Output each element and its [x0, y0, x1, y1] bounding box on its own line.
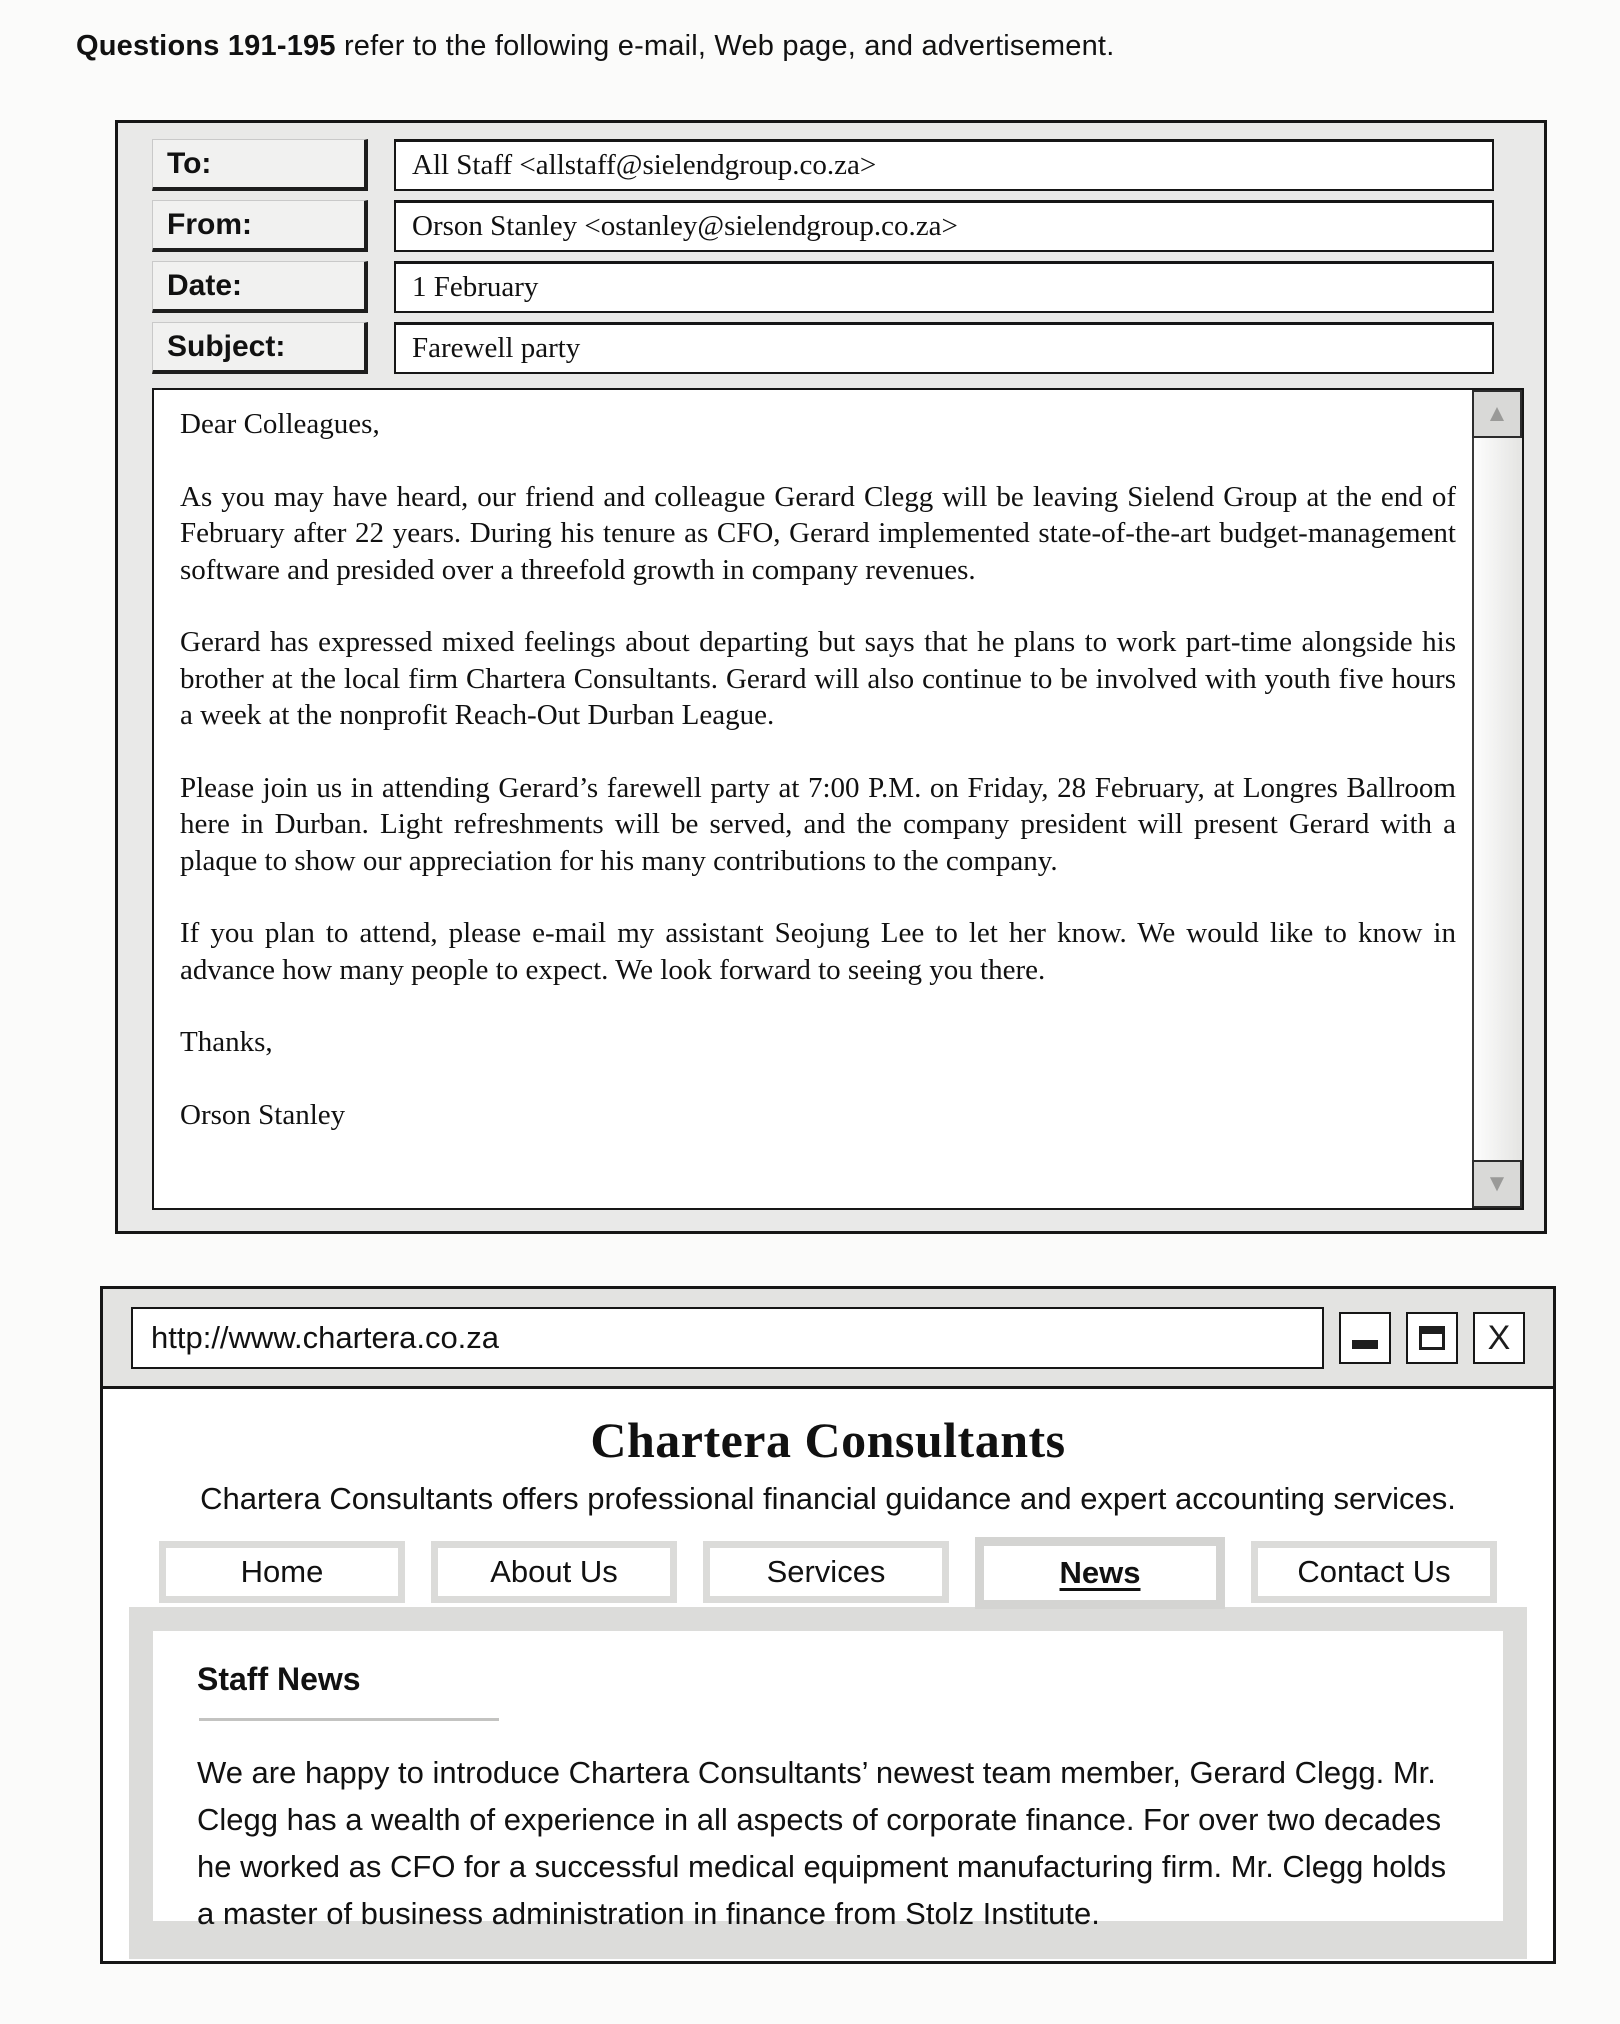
email-field-to	[152, 139, 1544, 191]
question-range: Questions 191-195	[76, 30, 336, 62]
scroll-down-button[interactable]	[1472, 1160, 1522, 1208]
to-input[interactable]: All Staff <allstaff@sielendgroup.co.za>	[394, 139, 1494, 191]
tab-about-us-label: About Us	[490, 1554, 618, 1589]
tab-news-label: News	[1059, 1555, 1141, 1590]
subject-input[interactable]: Farewell party	[394, 322, 1494, 374]
site-title: Chartera Consultants	[590, 1412, 1066, 1468]
tab-about-us[interactable]	[431, 1541, 677, 1603]
email-header-fields	[152, 139, 1544, 374]
from-input[interactable]: Orson Stanley <ostanley@sielendgroup.co.za>	[394, 200, 1494, 252]
close-icon: X	[1487, 1318, 1511, 1357]
scroll-up-button[interactable]	[1472, 390, 1522, 438]
url-input[interactable]: http://www.chartera.co.za	[131, 1307, 1324, 1369]
minimize-button[interactable]	[1339, 1312, 1391, 1364]
browser-window	[100, 1286, 1556, 1964]
news-content	[153, 1631, 1503, 1932]
tab-services[interactable]	[703, 1541, 949, 1603]
tab-home[interactable]	[159, 1541, 405, 1603]
email-window	[115, 120, 1547, 1234]
email-paragraph: If you plan to attend, please e-mail my assistant Seojung Lee to let her know. We would like to know in advance how many people to expect. We look forward to seeing you there.	[180, 917, 1456, 986]
heading-divider	[199, 1718, 499, 1721]
email-body-text	[154, 390, 1470, 1208]
email-body	[152, 388, 1524, 1210]
email-paragraph: Dear Colleagues,	[180, 408, 380, 440]
email-signature: Orson Stanley	[180, 1098, 346, 1131]
minimize-icon	[1352, 1340, 1378, 1349]
email-field-date	[152, 261, 1544, 313]
email-closing: Thanks,	[180, 1026, 273, 1059]
tab-home-label: Home	[240, 1554, 324, 1589]
site-tagline: Chartera Consultants offers professional financial guidance and expert accounting services.	[200, 1481, 1456, 1516]
email-paragraph: Gerard has expressed mixed feelings about departing but says that he plans to work part-time alongside his brother at the local firm Chartera Consultants. Gerard will also continue to be involved with youth five hours a week at the nonprofit Reach-Out Durban League.	[180, 626, 1456, 732]
maximize-icon	[1419, 1326, 1445, 1350]
scroll-down-icon: ▼	[1485, 1170, 1509, 1197]
nav-tabs	[159, 1541, 1497, 1603]
subject-label: Subject:	[152, 322, 368, 374]
tab-contact-us[interactable]	[1251, 1541, 1497, 1603]
news-content-panel	[129, 1607, 1527, 1959]
browser-title-bar	[103, 1289, 1553, 1389]
email-paragraph: As you may have heard, our friend and colleague Gerard Clegg will be leaving Sielend Group at the end of February after 22 years. During his tenure as CFO, Gerard implemented state-of-the-art budget-management software and presided over a threefold growth in company revenues.	[180, 480, 1456, 586]
to-label: To:	[152, 139, 368, 191]
tab-news[interactable]	[975, 1537, 1225, 1609]
email-field-from	[152, 200, 1544, 252]
scroll-up-icon: ▲	[1485, 400, 1509, 427]
date-input[interactable]: 1 February	[394, 261, 1494, 313]
tab-contact-us-label: Contact Us	[1297, 1554, 1451, 1589]
maximize-button[interactable]	[1406, 1312, 1458, 1364]
email-field-subject	[152, 322, 1544, 374]
tab-services-label: Services	[766, 1554, 886, 1589]
email-paragraph: Please join us in attending Gerard’s farewell party at 7:00 P.M. on Friday, 28 February, at Longres Ballroom here in Durban. Light refreshments will be served, and the company president will present Gerard with a plaque to show our appreciation for his many contributions to the company.	[180, 771, 1456, 877]
email-scrollbar[interactable]	[1472, 390, 1522, 1208]
staff-news-heading: Staff News	[197, 1661, 361, 1697]
from-label: From:	[152, 200, 368, 252]
staff-news-paragraph: We are happy to introduce Chartera Consultants’ newest team member, Gerard Clegg. Mr. Clegg has a wealth of experience in all aspects of corporate finance. For over two decades he worked as CFO for a successful medical equipment manufacturing firm. Mr. Clegg holds a master of business administration in finance from Stolz Institute.	[197, 1755, 1447, 1932]
question-header-text: refer to the following e-mail, Web page, and advertisement.	[335, 30, 1115, 62]
question-header	[76, 30, 1114, 63]
close-button[interactable]	[1473, 1312, 1525, 1364]
date-label: Date:	[152, 261, 368, 313]
